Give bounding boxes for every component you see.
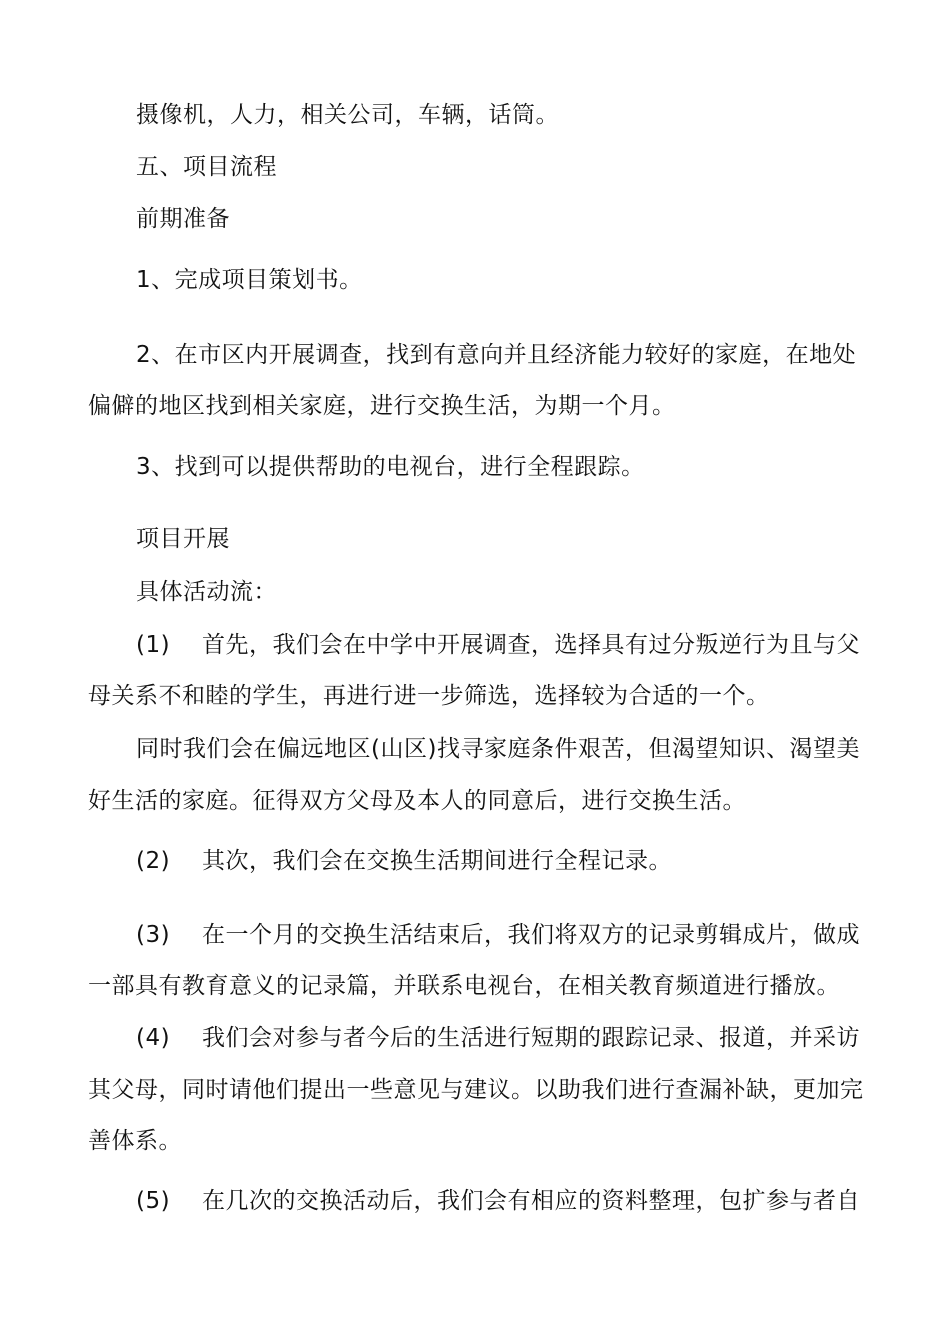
paragraph-line-2: 好生活的家庭。征得双方父母及本人的同意后，进行交换生活。 (88, 788, 746, 814)
list-item-3 (136, 920, 896, 950)
subheading-project-launch: 项目开展 (136, 526, 230, 552)
subheading-early-prep: 前期准备 (136, 206, 230, 232)
list-item-1 (136, 630, 896, 660)
list-item-4-continued-1: 其父母，同时请他们提出一些意见与建议。以助我们进行查漏补缺，更加完 (88, 1077, 864, 1103)
item-number: (3) (136, 922, 171, 948)
item-number: (5) (136, 1188, 171, 1214)
step-2-line-1: 2、在市区内开展调查，找到有意向并且经济能力较好的家庭，在地处 (136, 342, 857, 368)
item-number: (4) (136, 1025, 171, 1051)
step-2-line-2: 偏僻的地区找到相关家庭，进行交换生活，为期一个月。 (88, 393, 676, 419)
list-item-5 (136, 1186, 896, 1216)
item-text: 其次，我们会在交换生活期间进行全程记录。 (202, 848, 672, 874)
section-heading: 五、项目流程 (136, 154, 277, 180)
list-item-1-continued: 母关系不和睦的学生，再进行进一步筛选，选择较为合适的一个。 (88, 683, 770, 709)
paragraph-line-1: 同时我们会在偏远地区(山区)找寻家庭条件艰苦，但渴望知识、渴望美 (136, 736, 860, 762)
step-1: 1、完成项目策划书。 (136, 267, 363, 293)
item-number: (2) (136, 848, 171, 874)
activity-flow-label: 具体活动流： (136, 579, 277, 605)
list-item-4 (136, 1023, 896, 1053)
item-text: 在一个月的交换生活结束后，我们将双方的记录剪辑成片，做成 (202, 922, 860, 948)
list-item-4-continued-2: 善体系。 (88, 1128, 182, 1154)
list-item-3-continued: 一部具有教育意义的记录篇，并联系电视台，在相关教育频道进行播放。 (88, 973, 840, 999)
step-3: 3、找到可以提供帮助的电视台，进行全程跟踪。 (136, 454, 645, 480)
item-text: 我们会对参与者今后的生活进行短期的跟踪记录、报道，并采访 (202, 1025, 860, 1051)
item-text: 在几次的交换活动后，我们会有相应的资料整理，包扩参与者自 (202, 1188, 860, 1214)
equipment-line: 摄像机，人力，相关公司，车辆，话筒。 (136, 102, 559, 128)
list-item-2 (136, 846, 896, 876)
item-text: 首先，我们会在中学中开展调查，选择具有过分叛逆行为且与父 (202, 632, 860, 658)
item-number: (1) (136, 632, 171, 658)
